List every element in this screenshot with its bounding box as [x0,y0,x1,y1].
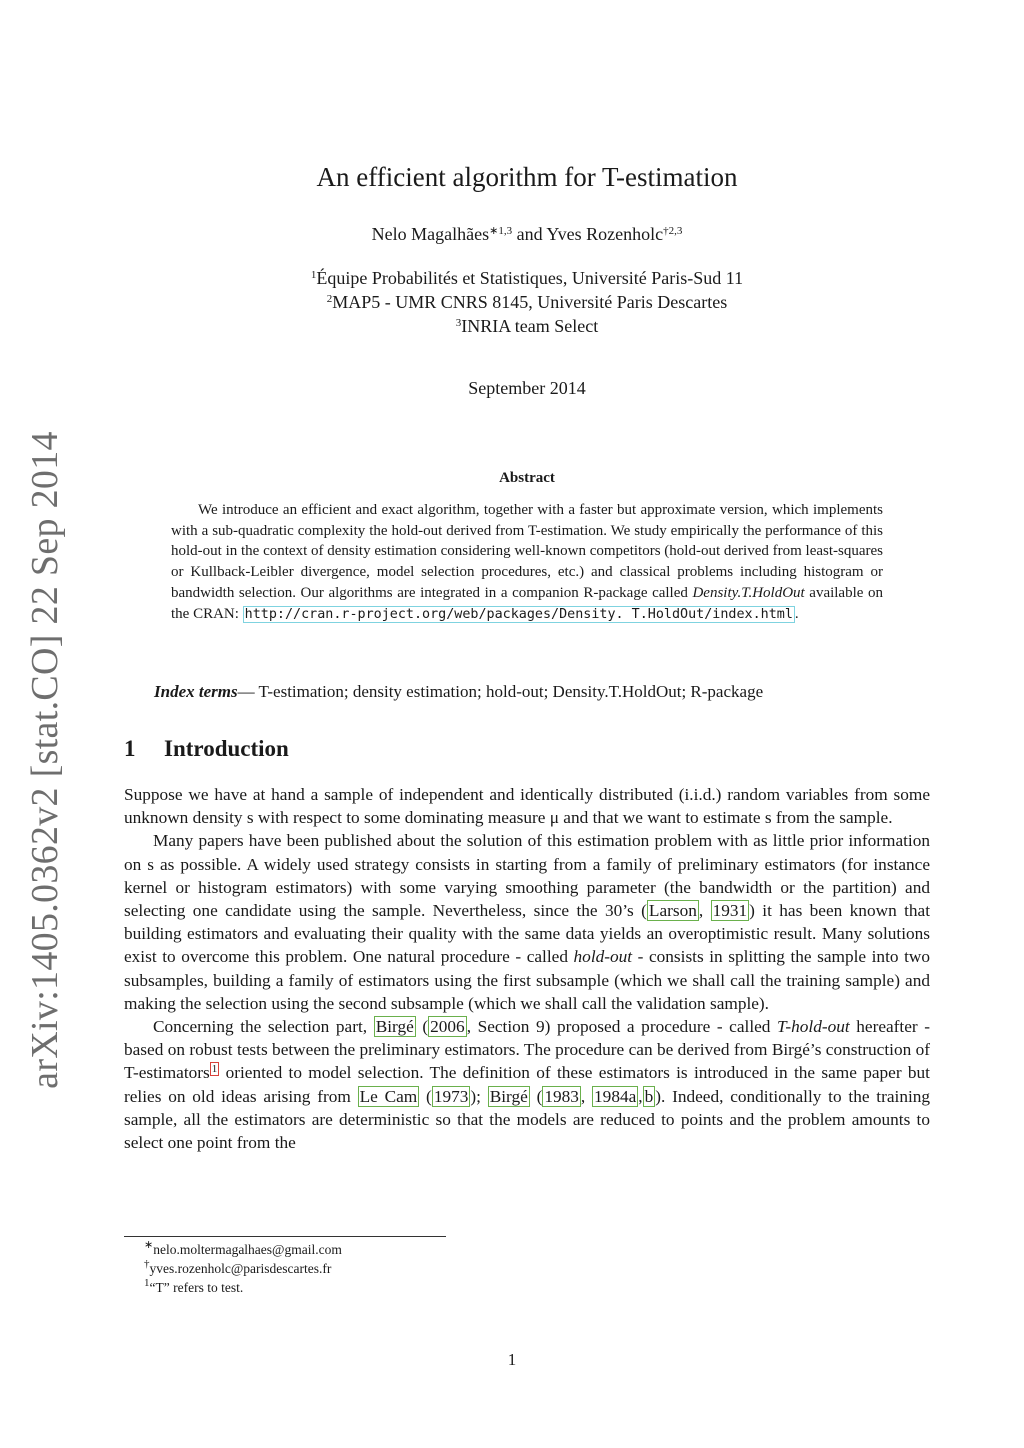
index-terms-dash: — [237,682,259,701]
p2-emphasis: hold-out [573,947,633,967]
paragraph-1: Suppose we have at hand a sample of independent and identically distributed (i.i.d.) random variables from some unknown density s with respect to some dominating measure μ and that we want to estimate s from the sample. [124,785,930,828]
affiliation-1-text: Équipe Probabilités et Statistiques, Université Paris-Sud 11 [316,268,744,288]
footnotes [144,1240,924,1297]
p3-text-b: , Section 9) proposed a procedure - called [466,1017,778,1037]
citation-larson-year[interactable]: 1931 [712,901,748,921]
footnote-3 [144,1278,924,1297]
author-line [124,224,930,245]
author-2-mark: †2,3 [663,225,683,237]
paper-title: An efficient algorithm for T-estimation [316,162,738,192]
citation-birge-2006-year[interactable]: 2006 [430,1017,465,1037]
section-heading [124,736,289,762]
p3-text-c: hereafter - based on robust tests between the preliminary estimators. The procedure can be derived from Birgé’s construction of T-estimators [124,1017,930,1083]
abstract-text-end: . [794,605,799,622]
paragraph-2 [124,829,930,1015]
p2-text-b: ) it has been known that building estimators and evaluating their quality with the same data yields an overoptimistic result. Many solutions exist to overcome this problem. One natural procedure - called [124,901,930,967]
p3-sep-1: , [580,1086,593,1106]
paragraph-3 [124,1015,930,1154]
affiliation-3-text: INRIA team Select [461,316,599,336]
affiliation-2-mark: 2 [326,293,333,305]
affiliations [124,266,930,338]
citation-le-cam-year[interactable]: 1973 [433,1086,469,1106]
footnote-rule [124,1236,446,1237]
package-name: Density.T.HoldOut [692,584,805,601]
footnote-1-mark: ∗ [144,1239,154,1251]
publication-date: September 2014 [468,378,586,398]
author-1: Nelo Magalhães [371,224,490,244]
affiliation-3 [124,314,930,338]
citation-le-cam[interactable]: Le Cam [359,1086,418,1106]
footnote-3-text: “T” refers to test. [149,1280,244,1295]
affiliation-1 [124,266,930,290]
footnote-3-mark: 1 [144,1277,150,1289]
footnote-ref-1[interactable]: 1 [211,1063,218,1076]
arxiv-stamp: arXiv:1405.0362v2 [stat.CO] 22 Sep 2014 [24,431,66,1089]
index-terms [154,682,934,702]
p3-text-d: oriented to model selection. The definition of these estimators is introduced in the same paper but relies on old ideas arising from [124,1063,930,1106]
citation-birge-1983-year[interactable]: 1983 [544,1086,579,1106]
citation-birge-2006[interactable]: Birgé [375,1017,414,1037]
index-terms-label: Index terms [154,682,238,701]
abstract-text-2: available on the CRAN: [171,584,883,622]
cran-url-line-2: T.HoldOut/index.html [631,606,793,622]
affiliation-2-text: MAP5 - UMR CNRS 8145, Université Paris Descartes [332,292,728,312]
p2-cite-sep: , [698,901,711,921]
p3-paren-3: ( [529,1086,543,1106]
p2-text-a: Many papers have been published about the solution of this estimation problem with as little prior information on s as possible. A widely used strategy consists in starting from a family of preliminary estimators (for instance kernel or histogram estimators) with some varying smoothing parameter (the bandwidth or the partition) and selecting one candidate using the sample. Nevertheless, since the 30’s ( [124,831,930,921]
section-number: 1 [124,736,136,761]
cran-url-line-1: http://cran.r-project.org/web/packages/Density. [244,606,624,622]
citation-larson[interactable]: Larson [648,901,697,921]
introduction-body [124,783,930,1154]
author-2: Yves Rozenholc [546,224,664,244]
index-terms-text: T-estimation; density estimation; hold-out; Density.T.HoldOut; R-package [258,682,764,701]
footnote-1-text: nelo.moltermagalhaes@gmail.com [153,1242,342,1257]
affiliation-1-mark: 1 [310,269,317,281]
cran-url-link[interactable] [243,606,795,623]
affiliation-3-mark: 3 [455,317,462,329]
p3-text-a: Concerning the selection part, [153,1017,374,1037]
citation-birge-1983[interactable]: Birgé [489,1086,528,1106]
p3-text-f: ). Indeed, conditionally to the training sample, all the estimators are deterministic so that the models are reduced to points and the problem amounts to select one point from the [124,1086,931,1153]
footnote-1 [144,1240,924,1259]
abstract-body [171,500,883,625]
footnote-2-text: yves.rozenholc@parisdescartes.fr [149,1261,332,1276]
p3-paren-2: ( [419,1086,432,1106]
citation-birge-1984b[interactable]: b [644,1086,654,1106]
author-connector: and [512,224,547,244]
section-title: Introduction [164,736,289,761]
footnote-2-mark: † [144,1258,150,1270]
abstract-text-1: We introduce an efficient and exact algorithm, together with a faster but approximate version, which implements with a sub-quadratic complexity the hold-out derived from T-estimation. We study empirically the performance of this hold-out in the context of density estimation considering well-known competitors (hold-out derived from least-squares or Kullback-Leibler divergence, model selection procedures, etc.) and classical problems including histogram or bandwidth selection. Our algorithms are integrated in a companion R-package called [171,502,883,601]
p3-sep-2: , [638,1086,643,1106]
citation-birge-1984a[interactable]: 1984a [594,1086,637,1106]
p3-emphasis: T-hold-out [777,1017,850,1037]
footnote-2 [144,1259,924,1278]
p3-text-e: ); [470,1086,488,1106]
abstract-heading: Abstract [499,470,555,486]
page-number: 1 [507,1350,517,1369]
author-1-mark: ∗1,3 [489,225,513,237]
p2-text-c: - consists in splitting the sample into two subsamples, building a family of estimators using the first subsample (which we shall call the training sample) and making the selection using the second subsample (which we shall call the validation sample). [124,947,930,1013]
affiliation-2 [124,290,930,314]
p3-paren-1: ( [415,1017,429,1037]
